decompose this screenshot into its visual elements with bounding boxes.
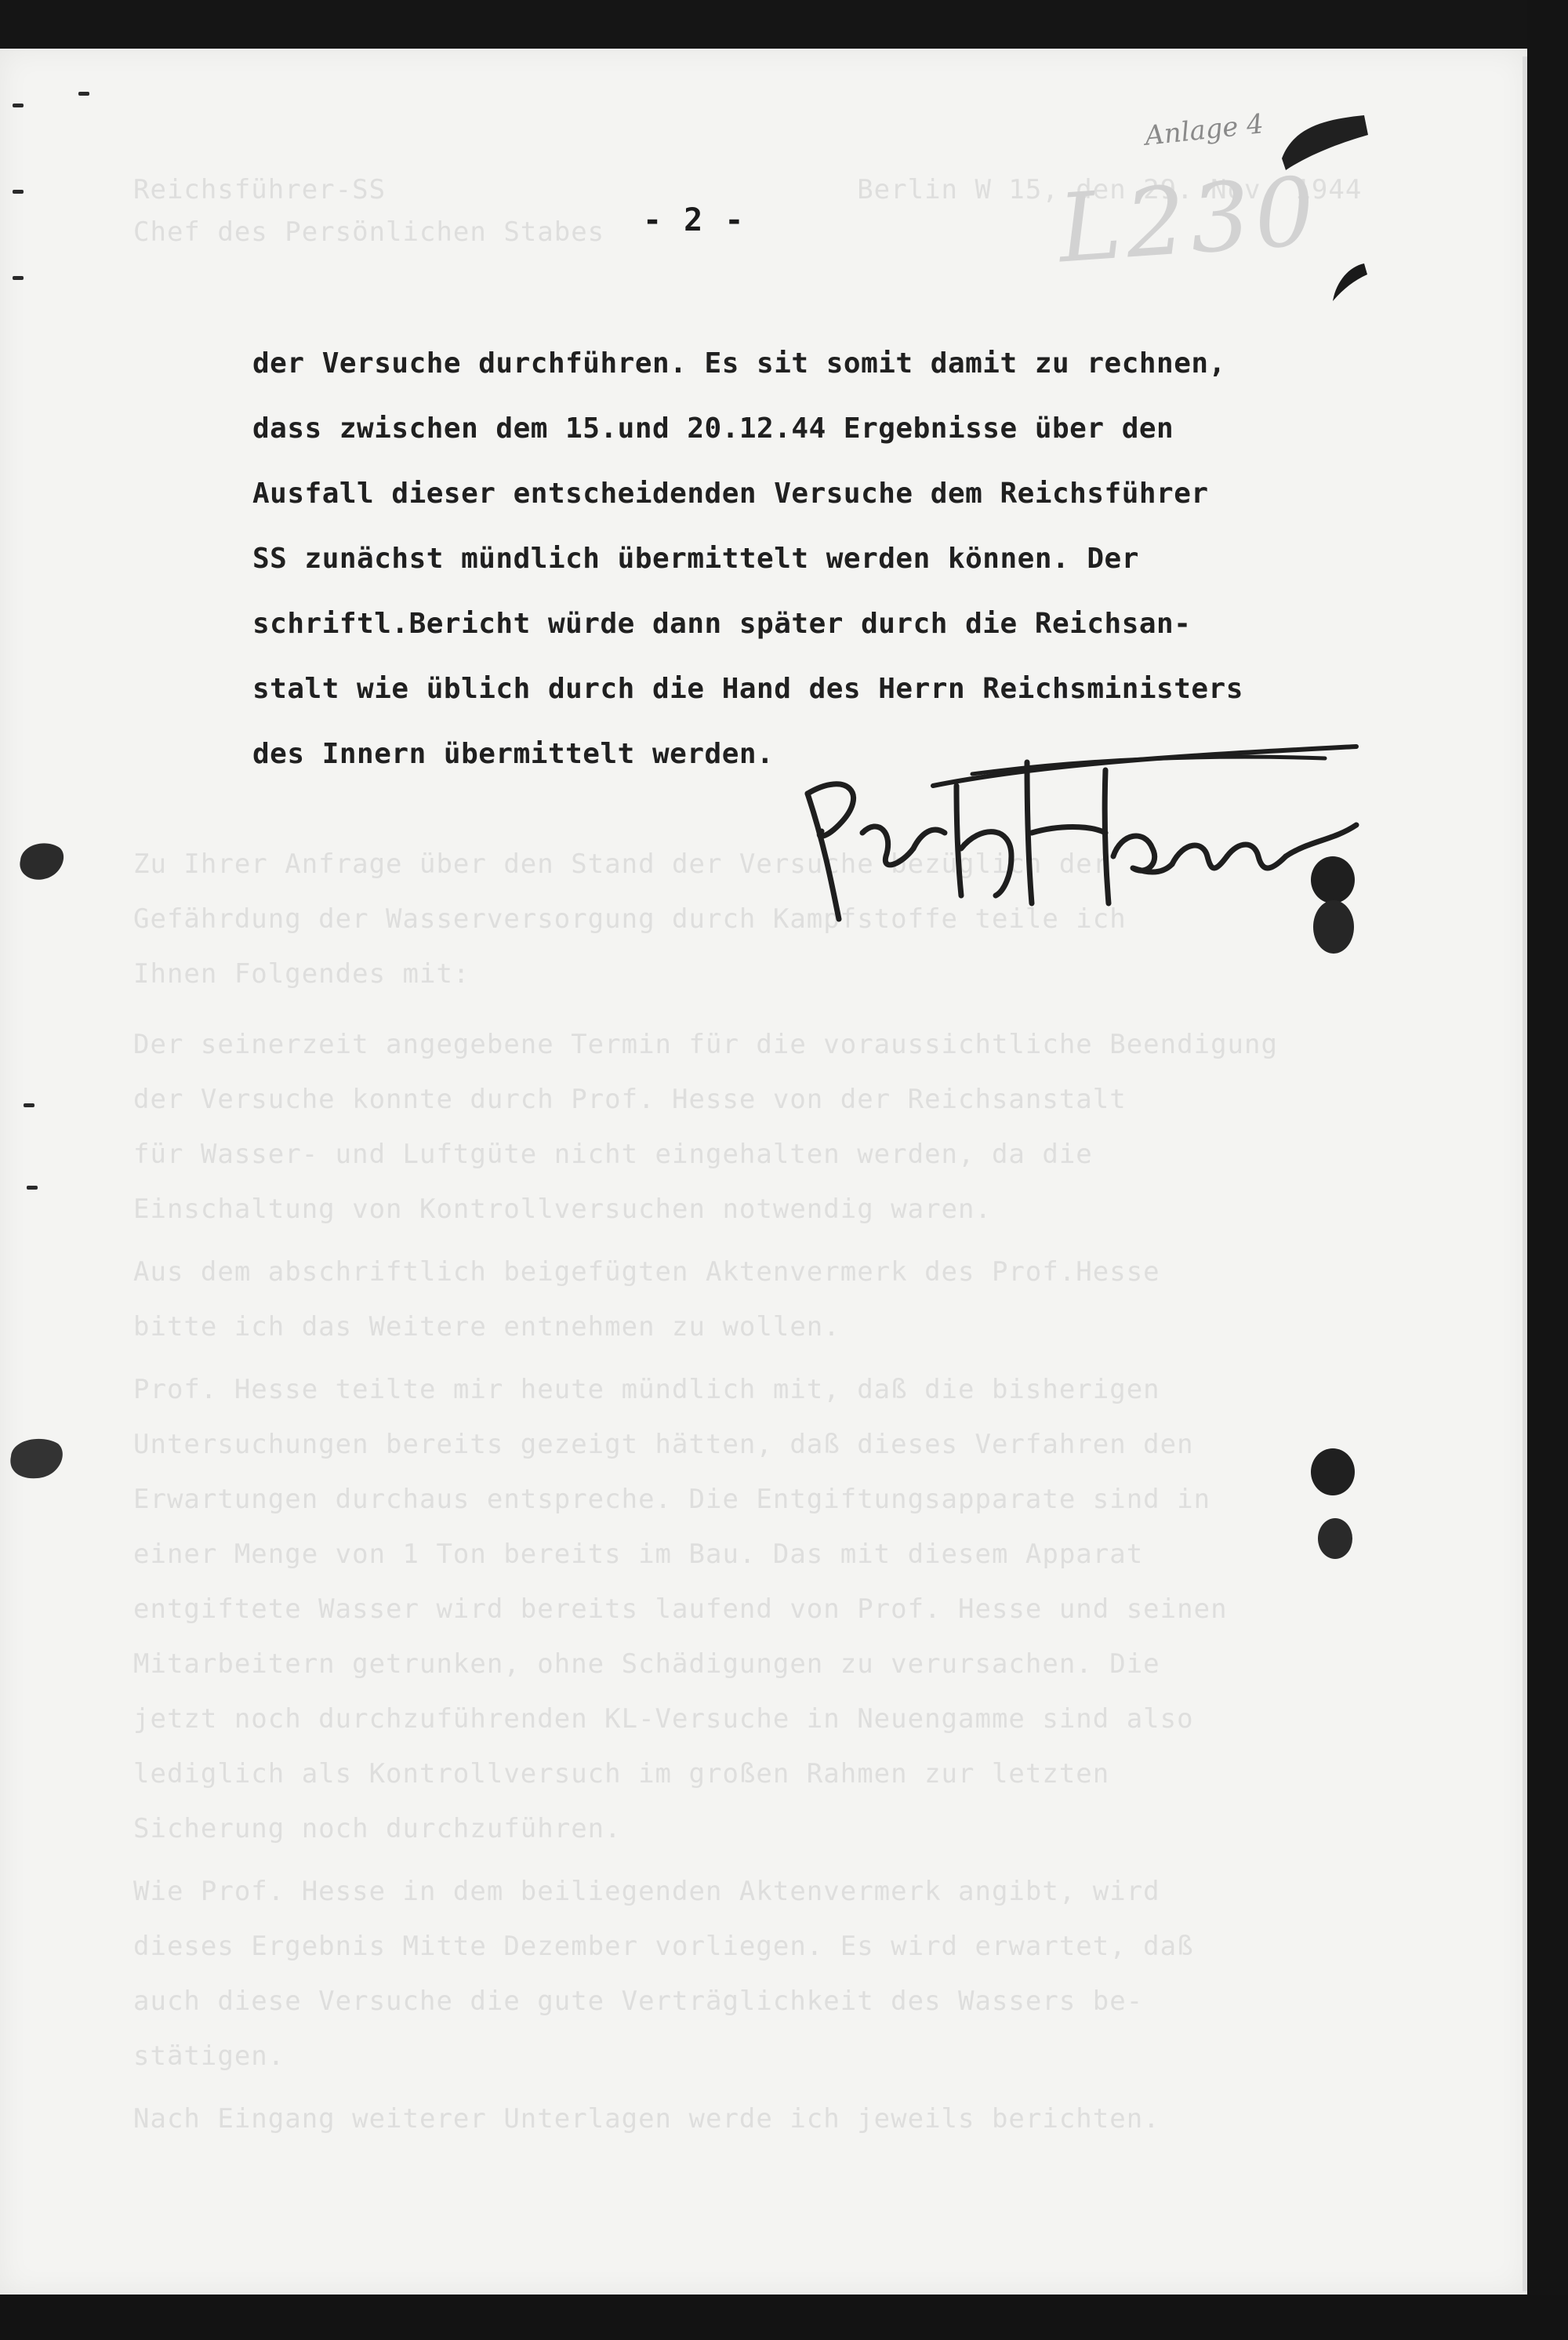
handwritten-annotation: Anlage 4: [1143, 108, 1265, 152]
bleed-through-text: Untersuchungen bereits gezeigt hätten, daß dieses Verfahren den: [133, 1429, 1194, 1460]
bleed-through-text: bitte ich das Weitere entnehmen zu wollen.: [133, 1311, 840, 1343]
ink-blot: [6, 1433, 69, 1483]
text-line: schriftl.Bericht würde dann später durch die Reichsan-: [252, 608, 1192, 640]
ink-blot: [1305, 848, 1360, 958]
scanner-border-bottom: [0, 2295, 1568, 2340]
bleed-through-text: Erwartungen durchaus entspreche. Die Entgiftungsapparate sind in: [133, 1484, 1211, 1515]
text-line: der Versuche durchführen. Es sit somit damit zu rechnen,: [252, 347, 1226, 380]
page-number: - 2 -: [643, 202, 746, 238]
text-line: Ausfall dieser entscheidenden Versuche dem Reichsführer: [252, 478, 1209, 510]
corner-mark: [1278, 111, 1372, 174]
archive-number: L230: [1054, 157, 1323, 285]
bleed-through-text: entgiftete Wasser wird bereits laufend von Prof. Hesse und seinen: [133, 1593, 1228, 1625]
bleed-through-text: Zu Ihrer Anfrage über den Stand der Versuche bezüglich der: [133, 848, 1110, 880]
bleed-through-text: Der seinerzeit angegebene Termin für die voraussichtliche Beendigung: [133, 1029, 1278, 1060]
text-line: dass zwischen dem 15.und 20.12.44 Ergebnisse über den: [252, 412, 1174, 445]
pen-mark: [1325, 259, 1372, 306]
bleed-through-text: für Wasser- und Luftgüte nicht eingehalten werden, da die: [133, 1139, 1093, 1170]
bleed-through-text: Mitarbeitern getrunken, ohne Schädigungen zu verursachen. Die: [133, 1648, 1160, 1680]
punch-hole: [1309, 1444, 1356, 1499]
margin-mark: [24, 1103, 34, 1107]
bleed-through-text: lediglich als Kontrollversuch im großen Rahmen zur letzten: [133, 1758, 1110, 1790]
bleed-through-text: Einschaltung von Kontrollversuchen notwendig waren.: [133, 1194, 992, 1225]
bleed-through-text: Gefährdung der Wasserversorgung durch Kampfstoffe teile ich: [133, 903, 1127, 935]
bleed-through-text: Chef des Persönlichen Stabes: [133, 216, 605, 248]
margin-mark: [13, 190, 24, 194]
margin-mark: [13, 104, 24, 107]
scanner-border-top: [0, 0, 1568, 49]
bleed-through-text: jetzt noch durchzuführenden KL-Versuche in Neuengamme sind also: [133, 1703, 1194, 1735]
bleed-through-text: einer Menge von 1 Ton bereits im Bau. Das mit diesem Apparat: [133, 1539, 1144, 1570]
text-line: stalt wie üblich durch die Hand des Herrn Reichsministers: [252, 673, 1243, 705]
bleed-through-text: Ihnen Folgendes mit:: [133, 958, 470, 990]
signature: [776, 739, 1372, 935]
body-paragraph: [252, 331, 1381, 787]
margin-mark: [78, 92, 89, 96]
bleed-through-text: Prof. Hesse teilte mir heute mündlich mit, daß die bisherigen: [133, 1374, 1160, 1405]
document-page: [0, 49, 1527, 2295]
text-line: des Innern übermittelt werden.: [252, 738, 775, 770]
bleed-through-text: Aus dem abschriftlich beigefügten Aktenvermerk des Prof.Hesse: [133, 1256, 1160, 1288]
bleed-through-text: der Versuche konnte durch Prof. Hesse von der Reichsanstalt: [133, 1084, 1127, 1115]
bleed-through-text: stätigen.: [133, 2040, 285, 2072]
punch-hole: [1316, 1515, 1355, 1562]
bleed-through-text: Sicherung noch durchzuführen.: [133, 1813, 622, 1844]
scanner-border-right: [1527, 0, 1568, 2340]
bleed-through-text: auch diese Versuche die gute Verträglichkeit des Wassers be-: [133, 1986, 1144, 2017]
bleed-through-text: Wie Prof. Hesse in dem beiliegenden Aktenvermerk angibt, wird: [133, 1876, 1160, 1907]
margin-mark: [27, 1186, 38, 1190]
margin-mark: [13, 276, 24, 280]
bleed-through-text: dieses Ergebnis Mitte Dezember vorliegen. Es wird erwartet, daß: [133, 1931, 1194, 1962]
bleed-through-text: Nach Eingang weiterer Unterlagen werde ich jeweils berichten.: [133, 2103, 1160, 2135]
text-line: SS zunächst mündlich übermittelt werden können. Der: [252, 543, 1139, 575]
bleed-through-text: Reichsführer-SS Berlin W 15, den 29. Nov. 1944: [133, 174, 1363, 205]
ink-blot: [14, 837, 69, 884]
